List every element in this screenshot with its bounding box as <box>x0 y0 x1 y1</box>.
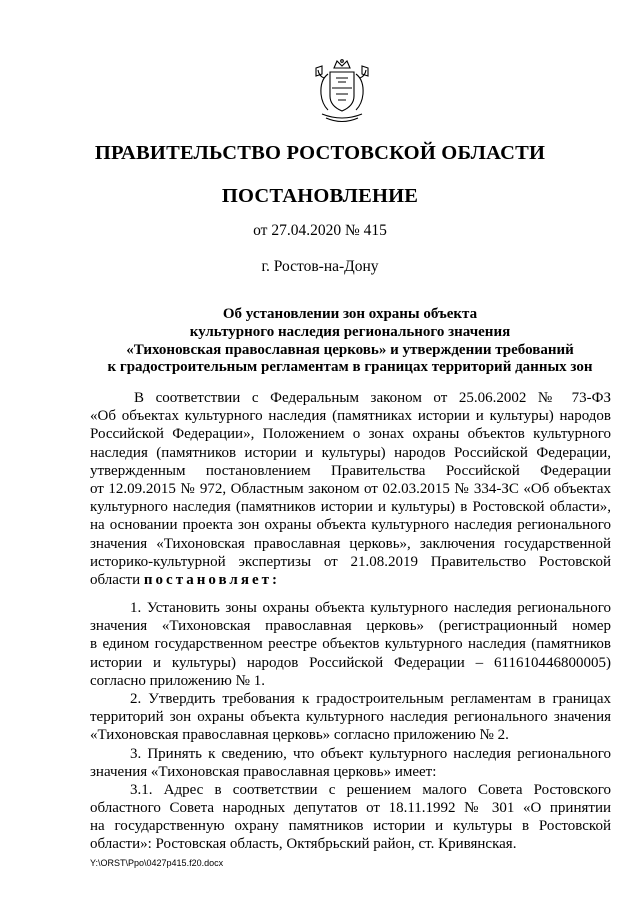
text-line <box>90 571 611 589</box>
item-line: области»: Ростовская область, Октябрьский район, ст. Кривянская. <box>90 836 517 853</box>
item-line: 2. Утвердить требования к градостроительным регламентам в границах <box>130 690 611 707</box>
item-line: на государственную охрану памятников истории и культуры в Ростовской <box>90 818 611 835</box>
document-type: ПОСТАНОВЛЕНИЕ <box>221 185 419 207</box>
subject-line: «Тихоновская православная церковь» и утверждении требований <box>126 341 574 358</box>
item-line: 1. Установить зоны охраны объекта культурного наследия регионального <box>130 600 611 616</box>
text-fragment: области <box>90 571 141 588</box>
city: г. Ростов-на-Дону <box>261 258 379 275</box>
item-line: «Тихоновская православная церковь» согласно приложению № 2. <box>90 727 509 744</box>
text-line: В соответствии с Федеральным законом от 25.06.2002 № 73-ФЗ <box>134 390 611 406</box>
file-path-footer: Y:\ORST\Ppo\0427p415.f20.docx <box>90 858 224 868</box>
subject-line: Об установлении зон охраны объекта <box>222 306 478 322</box>
resolution-items <box>90 599 611 854</box>
text-line: «Об объектах культурного наследия (памятниках истории и культуры) народов <box>90 408 611 425</box>
item-line: в едином государственном реестре объектов культурного наследия (памятников <box>90 636 611 653</box>
text-line: значения «Тихоновская православная церковь», заключения государственной <box>90 535 611 552</box>
subject-line: к градостроительным регламентам в границах территорий данных зон <box>107 359 593 376</box>
text-line: культурного наследия (памятников истории и культуры) в Ростовской области», <box>90 499 611 516</box>
government-title: ПРАВИТЕЛЬСТВО РОСТОВСКОЙ ОБЛАСТИ <box>94 142 546 164</box>
item-line: областного Совета народных депутатов от 18.11.1992 № 301 «О принятии <box>90 800 611 817</box>
coat-of-arms-icon <box>310 58 374 126</box>
date-number: от 27.04.2020 № 415 <box>253 222 387 239</box>
text-line: от 12.09.2015 № 972, Областным законом от 02.03.2015 № 334-ЗС «Об объектах <box>90 480 611 497</box>
text-line: Российской Федерации», Положением о зонах охраны объектов культурного <box>90 426 611 443</box>
preamble-paragraph <box>90 389 611 589</box>
resolves-word: постановляет: <box>143 571 280 588</box>
item-line: 3. Принять к сведению, что объект культурного наследия регионального <box>130 745 611 762</box>
item-line: значения «Тихоновская православная церковь» (регистрационный номер <box>90 618 611 635</box>
item-line: истории и культуры) народов Российской Федерации – 611610446800005) <box>90 654 611 671</box>
item-line: значения «Тихоновская православная церковь» имеет: <box>90 763 437 780</box>
item-line: 3.1. Адрес в соответствии с решением малого Совета Ростовского <box>130 781 611 798</box>
item-line: согласно приложению № 1. <box>90 672 265 689</box>
document-subject <box>90 306 610 377</box>
text-line: на основании проекта зон охраны объекта культурного наследия регионального <box>90 517 611 534</box>
text-line: историко-культурной экспертизы от 21.08.2019 Правительство Ростовской <box>90 553 611 570</box>
text-line: наследия (памятников истории и культуры) народов Российской Федерации, <box>90 444 611 461</box>
item-line: территорий зон охраны объекта культурного наследия регионального значения <box>90 709 611 726</box>
text-line: утвержденным постановлением Правительства Российской Федерации <box>90 462 611 479</box>
subject-line: культурного наследия регионального значения <box>189 323 511 340</box>
